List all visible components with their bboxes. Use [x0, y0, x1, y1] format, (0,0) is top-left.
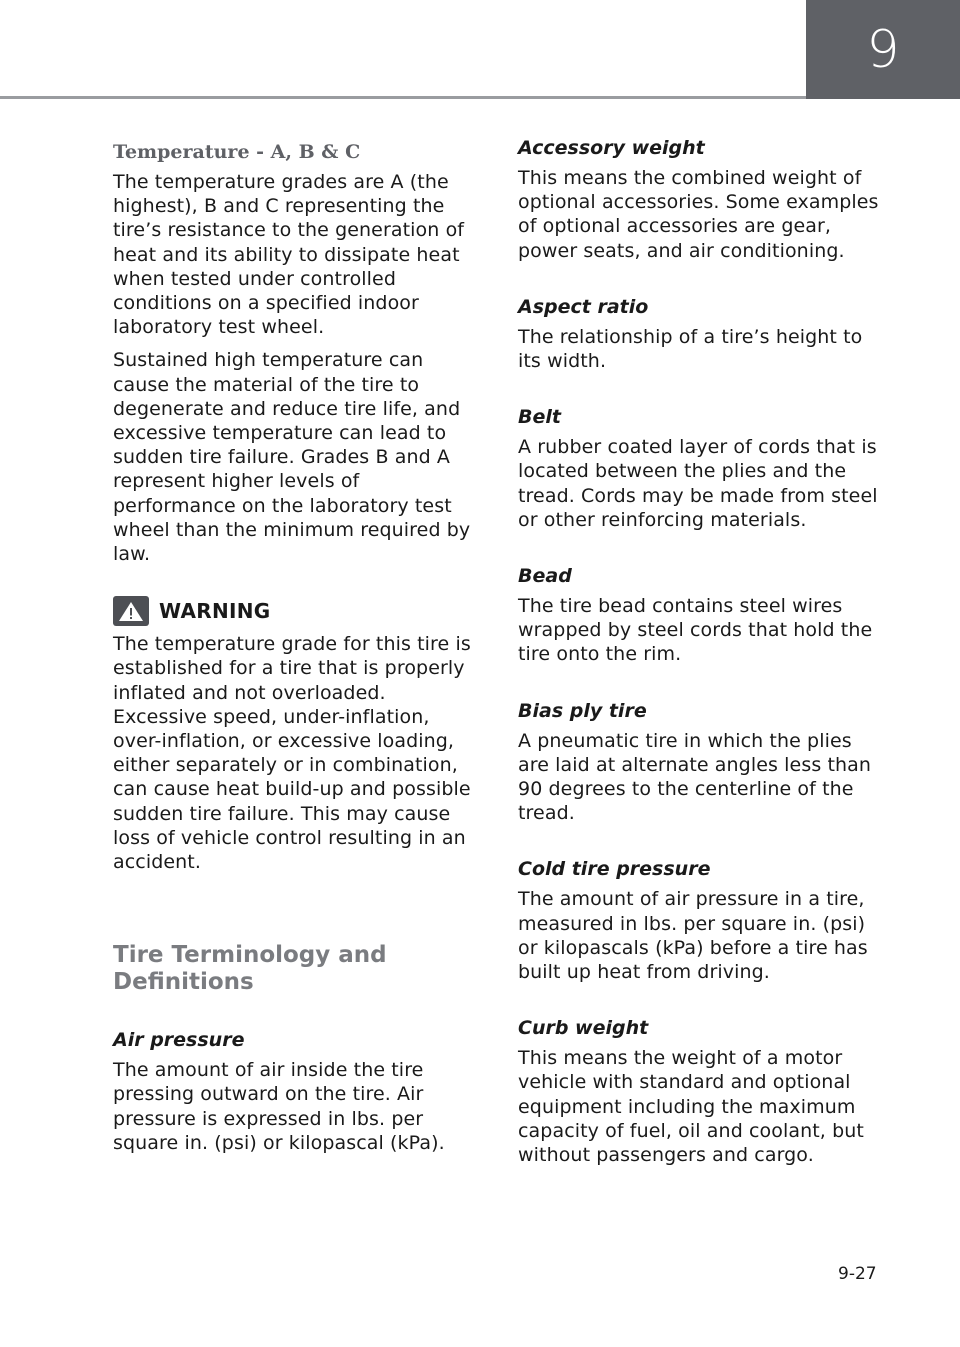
term-entry	[518, 136, 883, 263]
section-title: Tire Terminology and Definitions	[113, 942, 387, 996]
chapter-number: 9	[866, 19, 900, 80]
term-title: Aspect ratio	[518, 295, 649, 318]
term-entry	[518, 295, 883, 373]
term-entry	[518, 405, 883, 532]
term-title: Accessory weight	[518, 137, 705, 159]
term-title: Curb weight	[518, 1017, 649, 1040]
term-title: Bias ply tire	[518, 699, 647, 722]
page-number: 9-27	[838, 1264, 877, 1284]
term-entry	[518, 564, 883, 667]
warning-text: The temperature grade for this tire is established for a tire that is properly inflated and not overloaded. Excessive speed, under-inflation, over-inflation, or excessive loading, either separately or in combination, can cause heat build-up and possible sudden tire failure. This may cause loss of vehicle control resulting in an accident.	[113, 633, 471, 874]
warning-title: WARNING	[159, 599, 271, 624]
warning-header	[113, 596, 473, 626]
right-column	[518, 136, 883, 1199]
temperature-paragraph-1: The temperature grades are A (the highest), B and C representing the tire’s resistance to the generation of heat and its ability to dissipate heat when tested under controlled conditions on a specified indoor laboratory test wheel.	[113, 171, 465, 339]
header-rule	[0, 96, 806, 99]
term-entry	[518, 699, 883, 826]
warning-triangle-icon	[113, 596, 149, 626]
chapter-tab	[806, 0, 960, 99]
term-title: Cold tire pressure	[518, 858, 711, 881]
term-definition: This means the weight of a motor vehicle with standard and optional equipment including the maximum capacity of fuel, oil and coolant, but without passengers and cargo.	[518, 1047, 864, 1167]
term-entry	[518, 1016, 883, 1167]
temperature-heading: Temperature - A, B & C	[113, 141, 361, 163]
term-definition: The amount of air inside the tire pressing outward on the tire. Air pressure is expressed in lbs. per square in. (psi) or kilopascal (kPa).	[113, 1059, 445, 1154]
term-title: Air pressure	[113, 1029, 245, 1052]
temperature-paragraph-2: Sustained high temperature can cause the material of the tire to degenerate and reduce tire life, and excessive temperature can lead to sudden tire failure. Grades B and A represent higher levels of performance on the laboratory test wheel than the minimum required by law.	[113, 349, 471, 566]
left-column	[113, 136, 473, 1187]
term-title: Belt	[518, 406, 561, 429]
term-definition: The tire bead contains steel wires wrapped by steel cords that hold the tire onto the rim.	[518, 595, 873, 666]
term-definition: The amount of air pressure in a tire, measured in lbs. per square in. (psi) or kilopascals (kPa) before a tire has built up heat from driving.	[518, 888, 868, 984]
term-entry	[518, 857, 883, 984]
term-definition: The relationship of a tire’s height to its width.	[518, 325, 863, 373]
term-entry	[113, 1028, 473, 1155]
term-definition: A pneumatic tire in which the plies are laid at alternate angles less than 90 degrees to the centerline of the tread.	[518, 729, 872, 825]
term-definition: A rubber coated layer of cords that is located between the plies and the tread. Cords may be made from steel or other reinforcing materials.	[518, 436, 878, 531]
term-title: Bead	[518, 565, 572, 588]
term-definition: This means the combined weight of optional accessories. Some examples of optional accessories are gear, power seats, and air conditioning.	[518, 167, 879, 262]
